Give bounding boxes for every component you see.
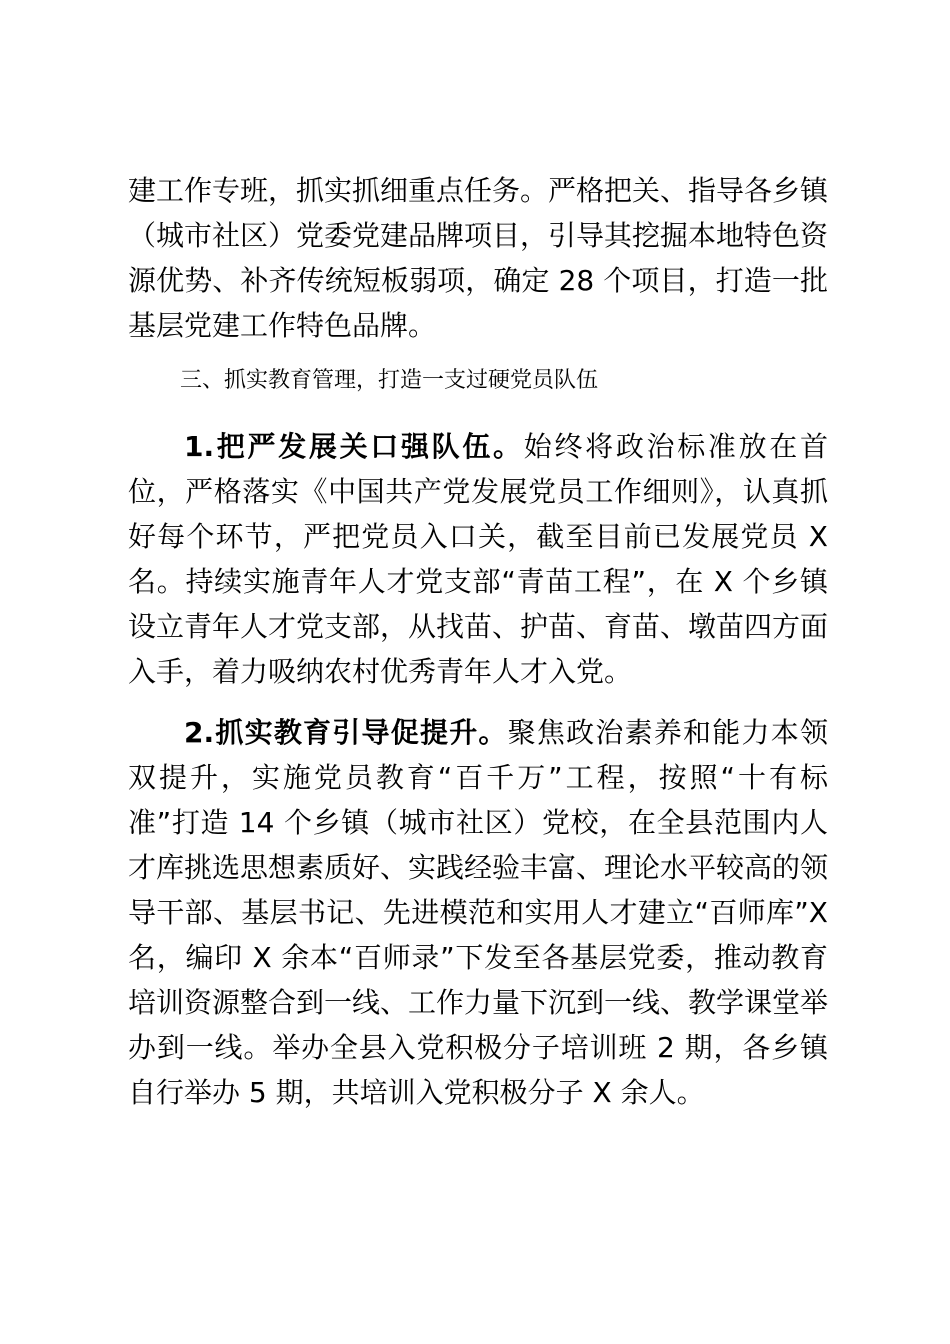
item-lead-1: 1.把严发展关口强队伍。 [184, 430, 524, 463]
continued-paragraph: 建工作专班，抓实抓细重点任务。严格把关、指导各乡镇（城市社区）党委党建品牌项目，引导其挖掘本地特色资源优势、补齐传统短板弱项，确定 28 个项目，打造一批基层党建工作特色品牌。 [128, 174, 829, 342]
document-body [128, 168, 828, 1131]
section-heading: 三、抓实教育管理，打造一支过硬党员队伍 [180, 368, 599, 393]
item-paragraph-2 [128, 710, 828, 1115]
item-lead-2: 2.抓实教育引导促提升。 [184, 716, 508, 749]
item-paragraph-1 [128, 424, 828, 694]
item-body-2: 聚焦政治素养和能力本领双提升，实施党员教育“百千万”工程，按照“十有标准”打造 14 个乡镇（城市社区）党校，在全县范围内人才库挑选思想素质好、实践经验丰富、理论水平较高的领导干部、基层书记、先进模范和实用人才建立“百师库”X 名，编印 X 余本“百师录”下发至各基层党委，推动教育培训资源整合到一线、工作力量下沉到一线、教学课堂举办到一线。举办全县入党积极分子培训班 2 期，各乡镇自行举办 5 期，共培训入党积极分子 X 余人。 [128, 716, 829, 1109]
item-body-1: 始终将政治标准放在首位，严格落实《中国共产党发展党员工作细则》，认真抓好每个环节，严把党员入口关，截至目前已发展党员 X 名。持续实施青年人才党支部“青苗工程”，在 X 个乡镇设立青年人才党支部，从找苗、护苗、育苗、墩苗四方面入手，着力吸纳农村优秀青年人才入党。 [128, 430, 829, 688]
